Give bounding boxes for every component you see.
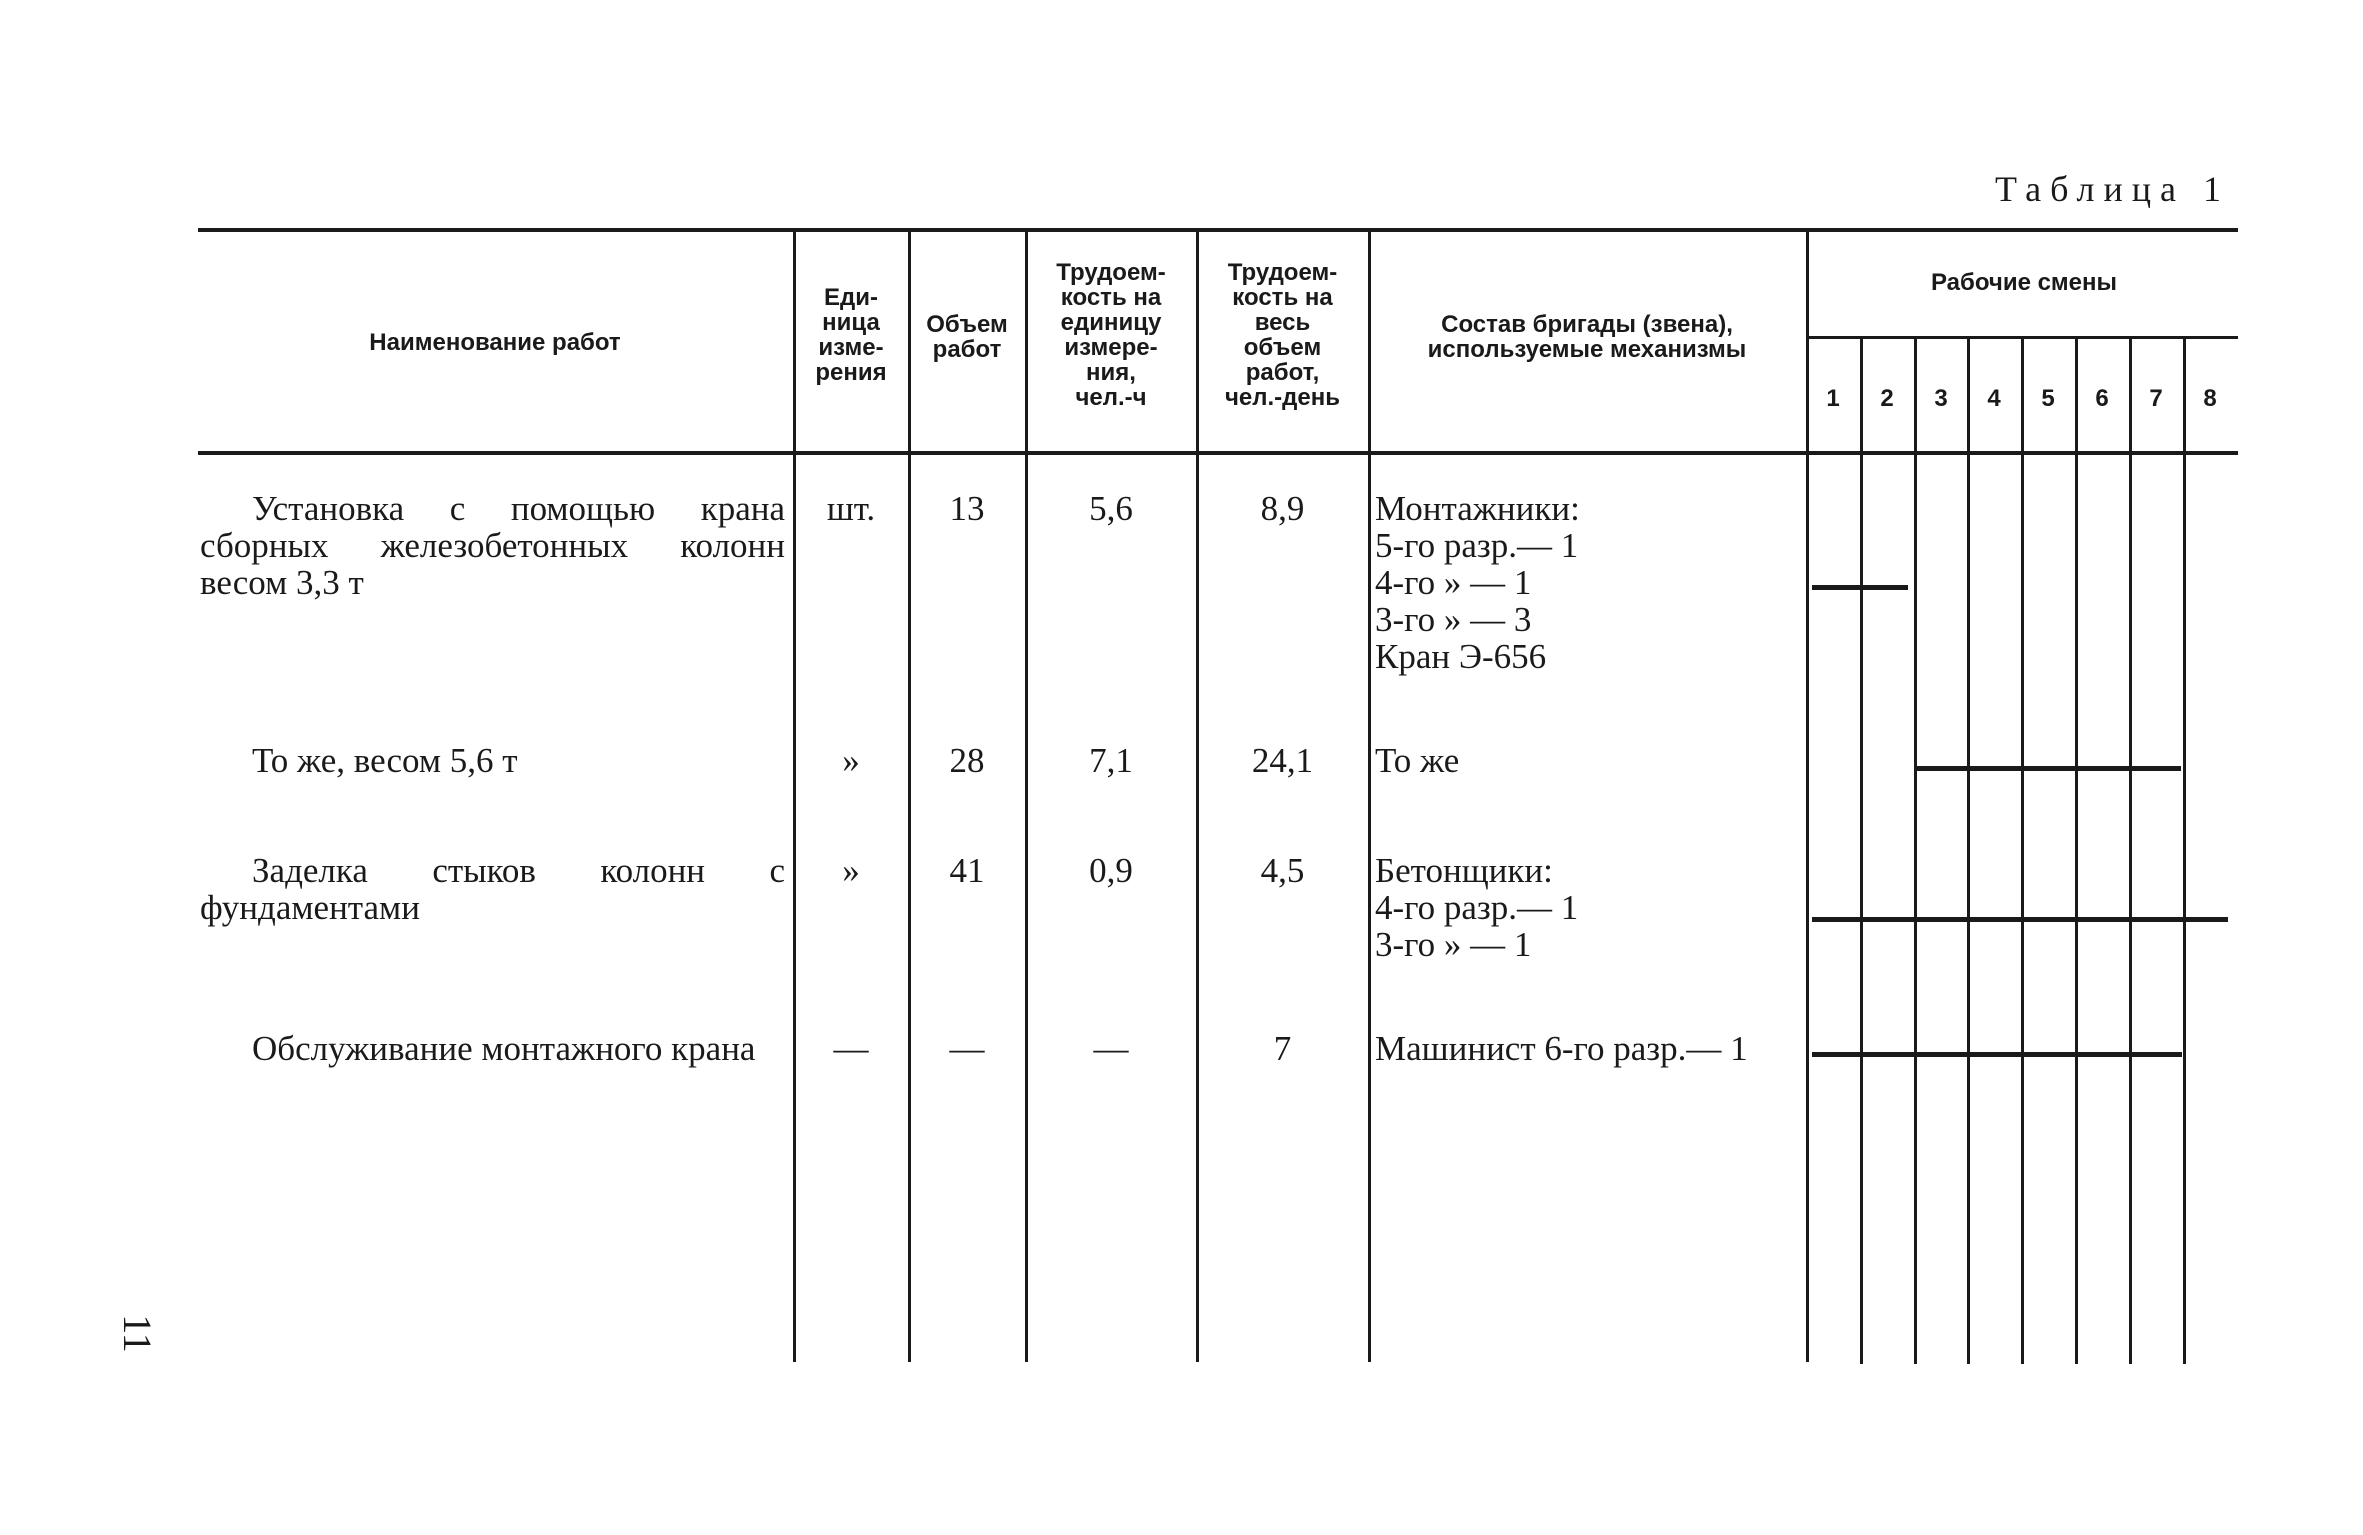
row-4-unit: — bbox=[833, 1029, 869, 1068]
row-2-crew: То же bbox=[1375, 741, 1460, 780]
row-4-labor-unit: — bbox=[1093, 1029, 1129, 1068]
shift-number: 3 bbox=[1934, 385, 1948, 412]
col-divider-volume bbox=[908, 232, 911, 1362]
table-top-rule bbox=[198, 228, 2238, 232]
shift-divider bbox=[1914, 339, 1917, 1364]
row-1-labor-unit: 5,6 bbox=[1089, 489, 1133, 528]
row-2-labor-unit: 7,1 bbox=[1089, 741, 1133, 780]
row-3-shift-bar bbox=[1812, 917, 2228, 922]
row-4-crew: Машинист 6-го разр.— 1 bbox=[1375, 1029, 1748, 1068]
row-3-volume: 41 bbox=[949, 851, 985, 890]
header-labor-unit: Трудоем- кость на единицу измере- ния, чел.-ч bbox=[1056, 259, 1166, 411]
header-volume: Объем работ bbox=[926, 311, 1008, 363]
row-2-labor-total: 24,1 bbox=[1251, 741, 1314, 780]
shift-number: 7 bbox=[2149, 385, 2163, 412]
row-4-work: Обслуживание монтажного крана bbox=[252, 1029, 756, 1068]
row-1-labor-total: 8,9 bbox=[1260, 489, 1305, 528]
shift-divider bbox=[2129, 339, 2132, 1364]
shift-number: 5 bbox=[2041, 385, 2055, 412]
row-1-shift-bar bbox=[1812, 585, 1908, 590]
row-3-work: Заделка стыков колонн с фундаментами bbox=[200, 851, 785, 927]
shift-divider bbox=[1967, 339, 1970, 1364]
shift-number: 4 bbox=[1987, 385, 2001, 412]
shift-divider bbox=[2021, 339, 2024, 1364]
row-1-work: Установка с помощью крана сборных железобетонных колонн весом 3,3 т bbox=[200, 489, 785, 602]
col-divider-crew bbox=[1368, 232, 1371, 1362]
row-1-unit: шт. bbox=[826, 489, 876, 528]
row-1-volume: 13 bbox=[949, 489, 985, 528]
shift-number: 8 bbox=[2203, 385, 2217, 412]
row-2-volume: 28 bbox=[949, 741, 985, 780]
row-2-work: То же, весом 5,6 т bbox=[252, 741, 518, 780]
shift-number: 1 bbox=[1826, 385, 1840, 412]
row-3-labor-total: 4,5 bbox=[1260, 851, 1305, 890]
header-labor-total: Трудоем- кость на весь объем работ, чел.-день bbox=[1224, 259, 1341, 411]
col-divider-unit bbox=[793, 232, 796, 1362]
row-1-crew: Монтажники: 5-го разр.— 1 4-го » — 1 3-го » — 3 Кран Э-656 bbox=[1375, 489, 1580, 676]
header-shifts: Рабочие смены bbox=[1930, 269, 2118, 296]
row-2-shift-bar bbox=[1916, 766, 2181, 771]
shift-divider bbox=[1860, 339, 1863, 1364]
row-3-crew: Бетонщики: 4-го разр.— 1 3-го » — 1 bbox=[1375, 851, 1579, 964]
header-crew: Состав бригады (звена), используемые механизмы bbox=[1427, 311, 1747, 363]
row-4-labor-total: 7 bbox=[1273, 1029, 1292, 1068]
shift-divider bbox=[2075, 339, 2078, 1364]
table-caption: Таблица 1 bbox=[1995, 169, 2230, 209]
shift-number: 2 bbox=[1880, 385, 1894, 412]
shift-number: 6 bbox=[2095, 385, 2109, 412]
row-3-unit: » bbox=[842, 851, 860, 890]
row-3-labor-unit: 0,9 bbox=[1089, 851, 1133, 890]
row-4-volume: — bbox=[949, 1029, 985, 1068]
row-2-unit: » bbox=[842, 741, 860, 780]
row-4-shift-bar bbox=[1812, 1052, 2182, 1057]
shift-divider bbox=[2183, 339, 2186, 1364]
header-unit: Еди- ница изме- рения bbox=[815, 284, 887, 386]
header-work: Наименование работ bbox=[369, 329, 621, 356]
header-bottom-rule bbox=[198, 451, 2238, 455]
page-number: 11 bbox=[114, 1314, 160, 1353]
